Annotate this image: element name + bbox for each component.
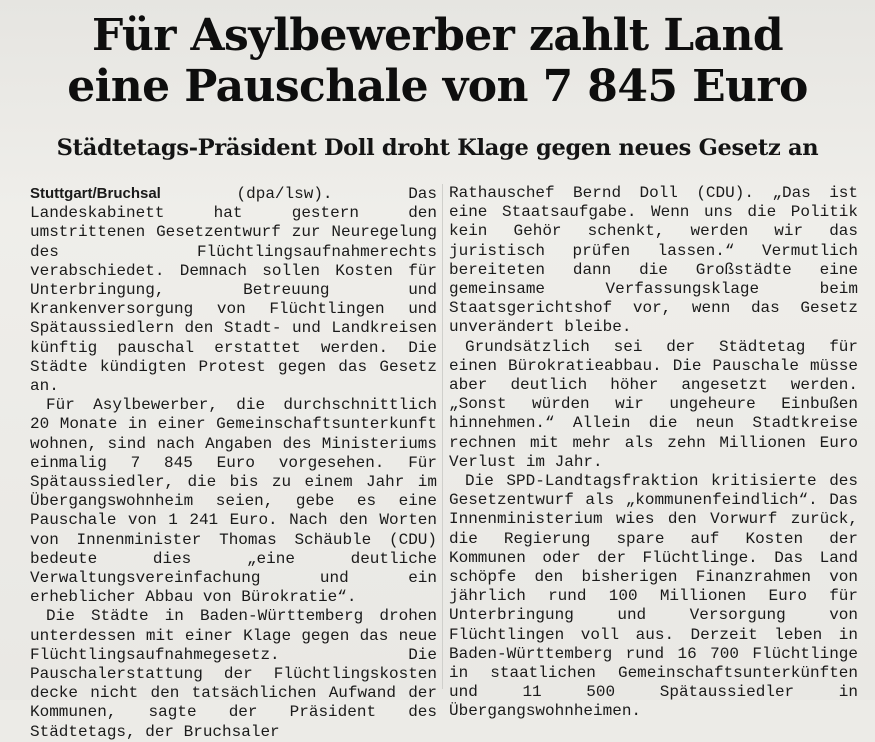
paragraph: [30, 184, 437, 396]
paragraph: Rathauschef Bernd Doll (CDU). „Das ist eine Staatsaufgabe. Wenn uns die Politik kein Gehör schenkt, werden wir das juristisch prüfen lassen.“ Vermutlich bereiteten dann die Großstädte eine gemeinsame Verfassungsklage beim Staatsgerichtshof vor, wenn das Gesetz unverändert bleibe.: [449, 184, 858, 337]
paragraph: Für Asylbewerber, die durchschnittlich 20 Monate in einer Gemeinschaftsunterkunft wohnen, sind nach Angaben des Ministeriums einmalig 7 845 Euro vorgesehen. Für Spätaussiedler, die bis zu einem Jahr im Übergangswohnheim seien, gebe es eine Pauschale von 1 241 Euro. Nach den Worten von Innenminister Thomas Schäuble (CDU) bedeute dies „eine deutliche Verwaltungsvereinfachung und ein erheblicher Abbau von Bürokratie“.: [30, 396, 437, 607]
paragraph: Die Städte in Baden-Württemberg drohen unterdessen mit einer Klage gegen das neue Flüchtlingsaufnahmegesetz. Die Pauschalerstattung der Flüchtlingskosten decke nicht den tatsächlichen Aufwand der Kommunen, sagte der Präsident des Städtetags, der Bruchsaler: [30, 607, 437, 741]
headline-line-1: Für Asylbewerber zahlt Land: [91, 10, 784, 61]
subheadline: Städtetags-Präsident Doll droht Klage gegen neues Gesetz an: [56, 135, 819, 161]
paragraph: Grundsätzlich sei der Städtetag für einen Bürokratieabbau. Die Pauschale müsse aber deutlich höher angesetzt werden. „Sonst würden wir ungeheure Einbußen hinnehmen.“ Allein die neun Stadtkreise rechnen mit mehr als zehn Millionen Euro Verlust im Jahr.: [449, 337, 858, 471]
headline-line-2: eine Pauschale von 7 845 Euro: [67, 61, 808, 112]
article-column-right: [449, 184, 858, 721]
paragraph: Die SPD-Landtagsfraktion kritisierte des Gesetzentwurf als „kommunenfeindlich“. Das Innenministerium wies den Vorwurf zurück, die Regierung spare auf Kosten der Kommunen oder der Flüchtlinge. Das Land schöpfe den bisherigen Finanzrahmen von jährlich rund 100 Millionen Euro für Unterbringung und Versorgung von Flüchtlingen voll aus. Derzeit leben in Baden-Württemberg rund 16 700 Flüchtlinge in staatlichen Gemeinschaftsunterkünften und 11 500 Spätaussiedler in Übergangswohnheimen.: [449, 472, 858, 721]
paragraph-text: (dpa/lsw). Das Landeskabinett hat gestern den umstrittenen Gesetzentwurf zur Neuregelung des Flüchtlingsaufnahmerechts verabschiedet. Demnach sollen Kosten für Unterbringung, Betreuung und Krankenversorgung von Flüchtlingen und Spätaussiedlern den Stadt- und Landkreisen künftig pauschal erstattet werden. Die Städte kündigten Protest gegen das Gesetz an.: [30, 185, 437, 396]
headline: [0, 10, 875, 112]
column-divider: [442, 184, 443, 689]
dateline: Stuttgart/Bruchsal: [30, 185, 161, 202]
article-column-left: [30, 184, 437, 741]
